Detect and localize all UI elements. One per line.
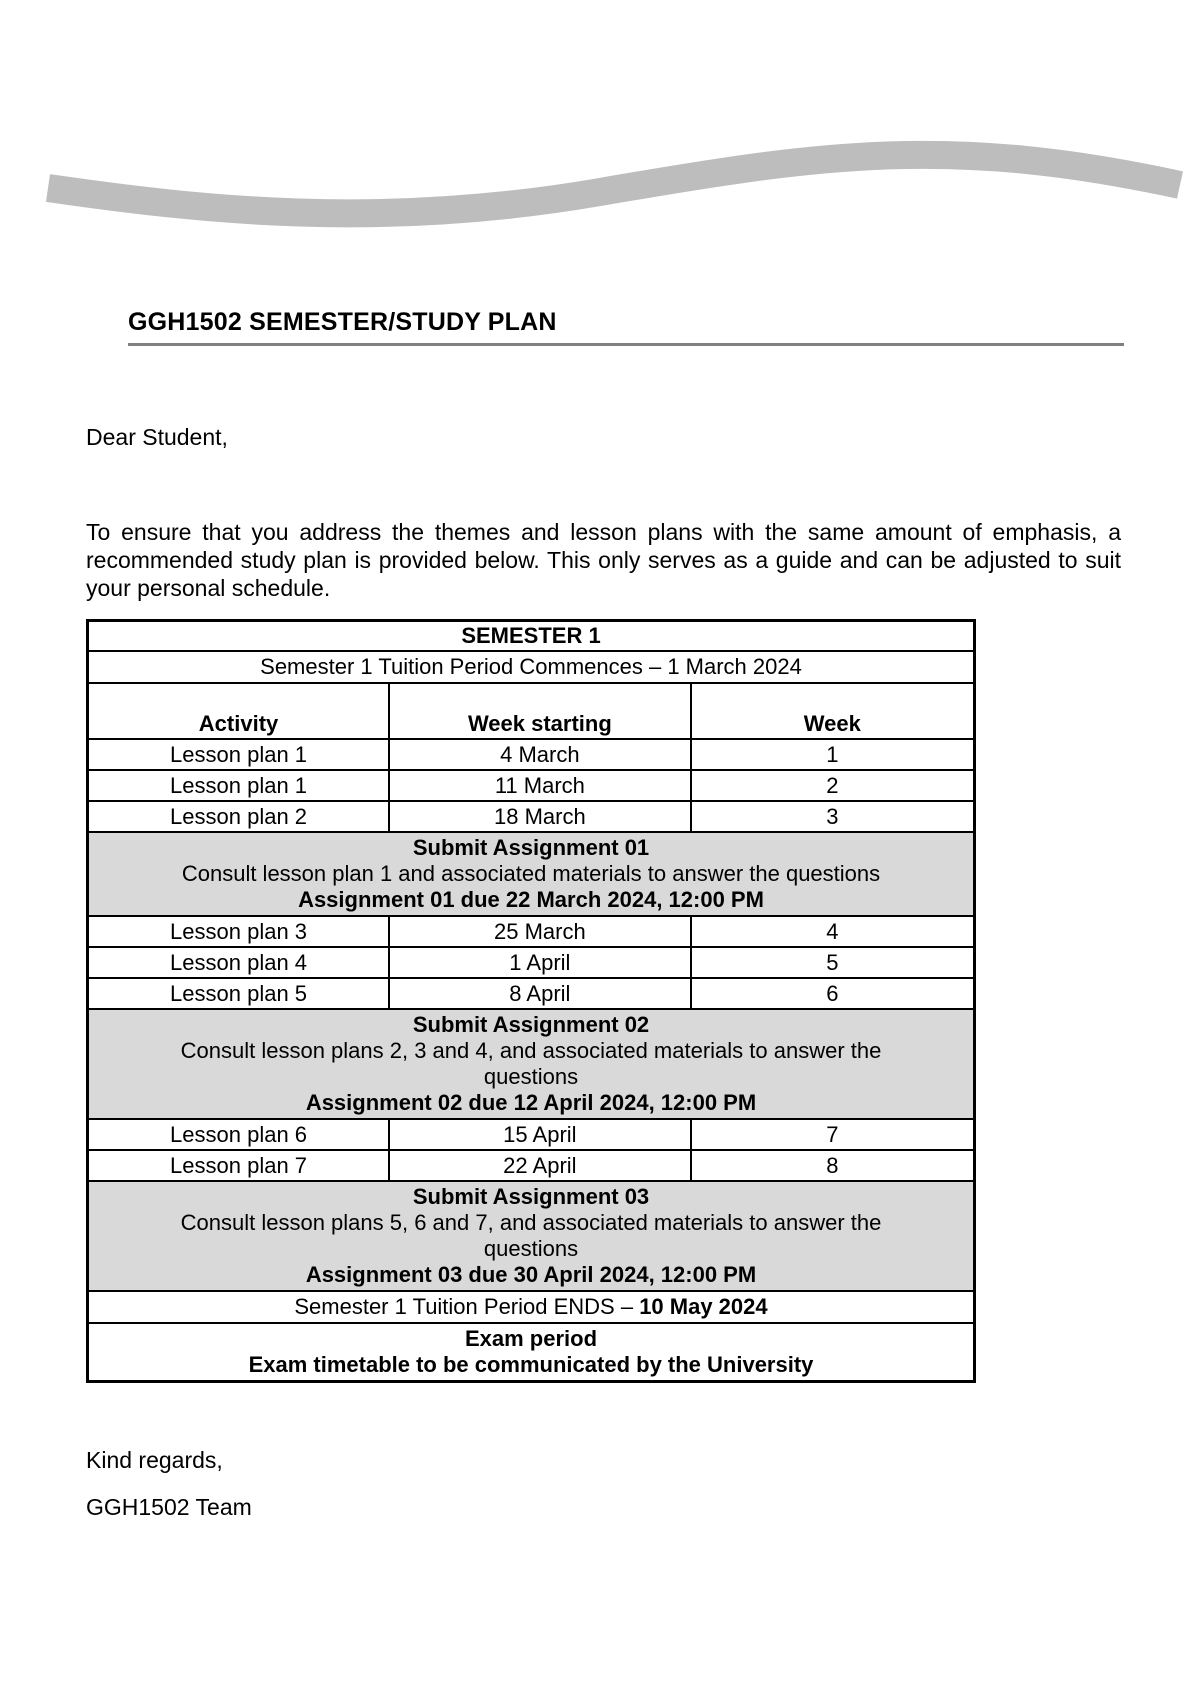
table-row [88,770,975,801]
assignment-row-03 [88,1181,975,1291]
assignment-due: Assignment 01 due 22 March 2024, 12:00 PM [298,887,764,912]
table-row [88,978,975,1009]
week-cell: 6 [691,978,975,1009]
tuition-commences: Semester 1 Tuition Period Commences – 1 March 2024 [88,651,975,683]
week-cell: 3 [691,801,975,832]
closing: Kind regards, [86,1447,223,1473]
tuition-ends-row [88,1291,975,1323]
column-header-activity: Activity [88,683,390,739]
week-cell: 2 [691,770,975,801]
week-starting-cell: 8 April [389,978,691,1009]
table-row [88,739,975,770]
assignment-row-02 [88,1009,975,1119]
assignment-title: Submit Assignment 02 [412,1012,650,1037]
assignment-cell [88,1181,975,1291]
assignment-due: Assignment 02 due 12 April 2024, 12:00 PM [305,1090,757,1115]
activity-cell: Lesson plan 5 [88,978,390,1009]
table-row [88,1150,975,1181]
decorative-wave-banner [0,130,1200,250]
assignment-row-01 [88,832,975,916]
activity-cell: Lesson plan 2 [88,801,390,832]
activity-cell: Lesson plan 6 [88,1119,390,1150]
exam-title: Exam period [464,1326,598,1351]
activity-cell: Lesson plan 1 [88,770,390,801]
activity-cell: Lesson plan 7 [88,1150,390,1181]
exam-note: Exam timetable to be communicated by the University [248,1352,814,1377]
table-row [88,1119,975,1150]
table-row [88,947,975,978]
column-header-week-starting: Week starting [389,683,691,739]
tuition-ends [88,1291,975,1323]
greeting: Dear Student, [86,424,228,450]
intro-paragraph: To ensure that you address the themes and lesson plans with the same amount of emphasis, a recommended study plan is provided below. This only serves as a guide and can be adjusted to suit your personal schedule. [86,519,1121,601]
commences-row [88,651,975,683]
table-title-row [88,621,975,652]
assignment-consult: Consult lesson plans 2, 3 and 4, and associated materials to answer the questions [180,1038,882,1089]
week-cell: 8 [691,1150,975,1181]
table-row [88,801,975,832]
activity-cell: Lesson plan 3 [88,916,390,947]
week-starting-cell: 18 March [389,801,691,832]
tuition-ends-label: Semester 1 Tuition Period ENDS – [294,1294,640,1319]
study-plan-table [86,619,976,1383]
exam-row [88,1323,975,1382]
table-row [88,916,975,947]
tuition-ends-date: 10 May 2024 [639,1294,768,1319]
week-starting-cell: 4 March [389,739,691,770]
week-starting-cell: 22 April [389,1150,691,1181]
week-cell: 1 [691,739,975,770]
activity-cell: Lesson plan 4 [88,947,390,978]
week-cell: 7 [691,1119,975,1150]
signature: GGH1502 Team [86,1494,252,1520]
assignment-due: Assignment 03 due 30 April 2024, 12:00 PM [305,1262,757,1287]
exam-cell [88,1323,975,1382]
assignment-title: Submit Assignment 01 [412,835,650,860]
assignment-cell [88,832,975,916]
assignment-title: Submit Assignment 03 [412,1184,650,1209]
column-header-row [88,683,975,739]
semester-title: SEMESTER 1 [88,621,975,652]
activity-cell: Lesson plan 1 [88,739,390,770]
column-header-week: Week [691,683,975,739]
week-cell: 5 [691,947,975,978]
week-starting-cell: 25 March [389,916,691,947]
page-title: GGH1502 SEMESTER/STUDY PLAN [128,308,1124,346]
week-starting-cell: 11 March [389,770,691,801]
week-starting-cell: 15 April [389,1119,691,1150]
week-starting-cell: 1 April [389,947,691,978]
week-cell: 4 [691,916,975,947]
assignment-consult: Consult lesson plans 5, 6 and 7, and associated materials to answer the questions [180,1210,882,1261]
assignment-cell [88,1009,975,1119]
assignment-consult: Consult lesson plan 1 and associated materials to answer the questions [181,861,881,886]
